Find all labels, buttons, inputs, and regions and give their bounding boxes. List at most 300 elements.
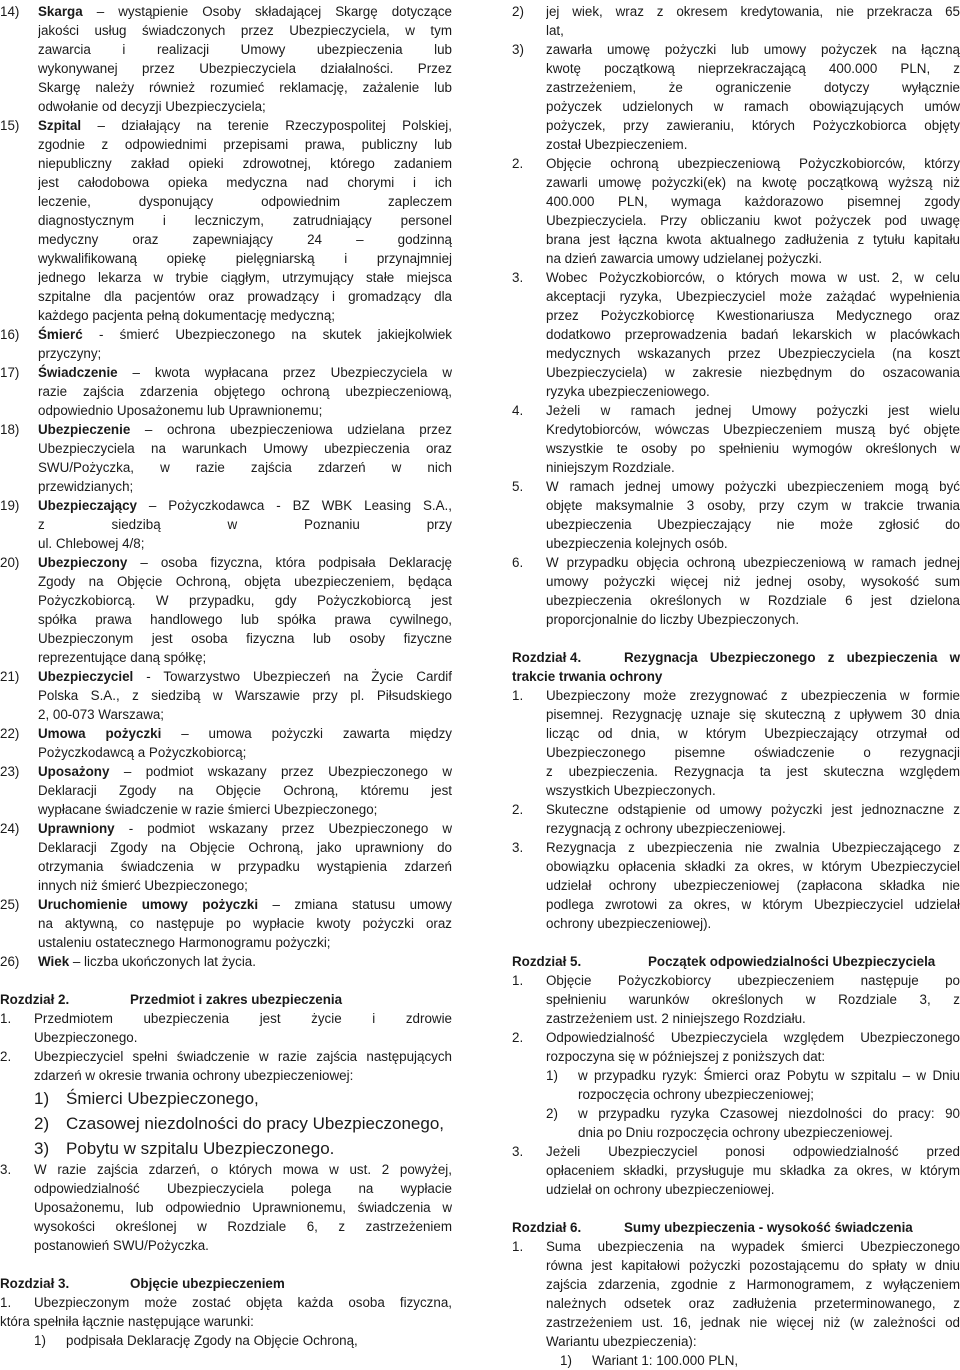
line-text: podlega zwrotowi za okres, w którym Ubezpieczyciel udzielał — [546, 897, 960, 912]
line-text: wszystkich Ubezpieczonych. — [546, 783, 716, 798]
line-text: rezygnacją z ochrony ubezpieczeniowej. — [546, 821, 786, 836]
line-text: Uruchomienie umowy pożyczki – zmiana statusu umowy — [38, 897, 452, 912]
list-number: 2. — [512, 1030, 524, 1045]
line-text: przyczyny; — [38, 346, 102, 361]
line-text: pisemnej. Rezygnację uznaje się skuteczną z upływem 30 dnia — [546, 707, 960, 722]
line-text: udzielał on ochrony ubezpieczeniowej. — [546, 1182, 775, 1197]
line-text: spełnieniu warunków określonych w Rozdziale 3, z — [546, 992, 960, 1007]
text-line — [512, 173, 960, 192]
list-number: 1) — [546, 1068, 558, 1083]
chapter-number: Rozdział 5. — [512, 954, 582, 969]
line-text: Ubezpieczyciel - Towarzystwo Ubezpieczeń na Życie Cardif — [38, 669, 452, 684]
text-line — [0, 1293, 452, 1312]
line-text: niepubliczny zakład opieki zdrowotnej, którego zadaniem — [38, 156, 452, 171]
line-text: dodatkowo przeprowadzenia badań lekarskich w placówkach — [546, 327, 960, 342]
text-line — [0, 895, 452, 914]
text-line — [0, 211, 452, 230]
list-number: 2. — [512, 156, 524, 171]
line-text: jej wiek, wraz z okresem kredytowania, nie przekracza 65 — [546, 4, 960, 19]
line-text: która spełniła łącznie następujące warunki: — [0, 1314, 254, 1329]
text-line — [0, 876, 452, 895]
line-text: W przypadku objęcia ochroną ubezpieczeniową w ramach jednej — [546, 555, 960, 570]
text-line — [512, 344, 960, 363]
line-text: ochrony ubezpieczeniowej). — [546, 916, 712, 931]
text-line — [512, 249, 960, 268]
text-line — [512, 667, 960, 686]
text-line — [512, 762, 960, 781]
text-line — [0, 287, 452, 306]
line-text: Ubezpieczyciel spełni świadczenie w razie zajścia następujących — [34, 1049, 452, 1064]
line-text: Ubezpieczyciela) w zakresie niezbędnym do oszacowania — [546, 365, 960, 380]
chapter-heading — [0, 1274, 452, 1293]
text-line — [512, 819, 960, 838]
chapter-title: Przedmiot i zakres ubezpieczenia — [130, 992, 343, 1007]
list-number: 22) — [0, 726, 20, 741]
line-text: licząc od dnia, w którym Ubezpieczający otrzymał od — [546, 726, 960, 741]
text-line — [0, 420, 452, 439]
list-number: 19) — [0, 498, 20, 513]
text-line — [0, 762, 452, 781]
list-number: 1. — [512, 688, 524, 703]
line-text: zgodnie z odpowiednimi przepisami prawa, publiczny lub — [38, 137, 452, 152]
chapter-heading — [0, 990, 452, 1009]
line-text: Skarga – wystąpienie Osoby składającej Skargę dotyczące — [38, 4, 452, 19]
text-line — [0, 154, 452, 173]
text-line — [0, 819, 452, 838]
line-text: Pożyczkodawcą a Pożyczkobiorcą; — [38, 745, 247, 760]
list-number: 3. — [512, 1144, 524, 1159]
line-text: otrzymania świadczenia w przypadku wystąpienia zdarzeń — [38, 859, 452, 874]
text-line — [0, 325, 452, 344]
list-number: 16) — [0, 327, 20, 342]
line-text: dnia po Dniu rozpoczęcia ochrony ubezpieczeniowej. — [578, 1125, 893, 1140]
text-line — [0, 933, 452, 952]
list-number: 5. — [512, 479, 524, 494]
text-line — [0, 648, 452, 667]
line-text: zawarli umowę pożyczki(ek) na kwotę początkową wyższą niż — [546, 175, 960, 190]
chapter-title: Rezygnacja Ubezpieczonego z ubezpieczenia w — [624, 650, 960, 665]
line-text: Polska S.A., z siedzibą w Warszawie przy pl. Piłsudskiego — [38, 688, 452, 703]
line-text: Ubezpieczający – Pożyczkodawca - BZ WBK Leasing S.A., — [38, 498, 452, 513]
text-line — [512, 1332, 960, 1351]
text-line — [0, 1047, 452, 1066]
line-text: obowiązku opłacenia składki za okres, w którym Ubezpieczyciel — [546, 859, 960, 874]
chapter-number: Rozdział 6. — [512, 1220, 582, 1235]
text-line — [0, 1160, 452, 1179]
list-number: 1) — [560, 1353, 572, 1368]
text-line — [0, 21, 452, 40]
text-line — [512, 78, 960, 97]
list-number: 6. — [512, 555, 524, 570]
line-text: wykwalifikowaną opiekę pielęgniarską i przynajmniej — [38, 251, 452, 266]
text-line — [512, 1142, 960, 1161]
text-line — [512, 192, 960, 211]
text-line — [0, 838, 452, 857]
line-text: ubezpieczenia kolejnych osób. — [546, 536, 728, 551]
line-text: pożyczek udzielonych w ramach obowiązujących umów — [546, 99, 960, 114]
line-text: proporcjonalnie do liczby Ubezpieczonych. — [546, 612, 800, 627]
line-text: diagnostycznym i leczniczym, zatrudniający personel — [38, 213, 452, 228]
text-line — [0, 1312, 452, 1331]
text-line — [0, 1198, 452, 1217]
line-text: zajścia zdarzenia, zgodnie z Harmonogramem, z wyłączeniem — [546, 1277, 960, 1292]
line-text: Umowa pożyczki – umowa pożyczki zawarta między — [38, 726, 452, 741]
text-line — [0, 1179, 452, 1198]
text-line — [512, 135, 960, 154]
list-number: 1) — [34, 1333, 46, 1348]
text-line — [0, 344, 452, 363]
text-line — [0, 914, 452, 933]
text-line — [0, 857, 452, 876]
line-text: Jeżeli Ubezpieczyciel ponosi odpowiedzialność przed — [546, 1144, 960, 1159]
line-text: wykonywanej przez Ubezpieczyciela działalności. Przez — [38, 61, 452, 76]
text-line — [512, 705, 960, 724]
line-text: Ubezpieczenie – ochrona ubezpieczeniowa udzielana przez — [38, 422, 452, 437]
text-line — [0, 97, 452, 116]
text-line — [0, 1114, 452, 1133]
text-line — [512, 591, 960, 610]
line-text: w przypadku ryzyka Czasowej niezdolności do pracy: 90 — [578, 1106, 960, 1121]
line-text: 2, 00-073 Warszawa; — [38, 707, 165, 722]
text-line — [0, 40, 452, 59]
text-line — [0, 477, 452, 496]
text-line — [512, 515, 960, 534]
text-line — [0, 515, 452, 534]
text-line — [512, 1275, 960, 1294]
line-text: opłaceniem składki, przysługuje mu składka za okres, w którym — [546, 1163, 960, 1178]
text-line — [0, 439, 452, 458]
text-line — [512, 401, 960, 420]
line-text: Śmierć - śmierć Ubezpieczonego na skutek jakiejkolwiek — [38, 327, 452, 342]
line-text: Uposażonemu, lub odpowiednio Uprawnionemu, świadczenia w — [34, 1200, 452, 1215]
line-text: Ubezpieczyciela. Przy obliczaniu kwot pożyczek pod uwagę — [546, 213, 960, 228]
text-line — [512, 439, 960, 458]
list-number: 2. — [512, 802, 524, 817]
text-line — [512, 857, 960, 876]
line-text: ul. Chlebowej 4/8; — [38, 536, 145, 551]
text-line — [512, 610, 960, 629]
line-text: zastrzeżeniem ust. 2 niniejszego Rozdziału. — [546, 1011, 806, 1026]
text-line — [0, 781, 452, 800]
text-line — [512, 800, 960, 819]
text-line — [0, 268, 452, 287]
line-text: Czasowej niezdolności do pracy Ubezpieczonego, — [66, 1114, 444, 1133]
list-number: 23) — [0, 764, 20, 779]
text-line — [512, 686, 960, 705]
line-text: zastrzeżeniem, że ograniczenie dotyczy wyłącznie — [546, 80, 960, 95]
text-line — [0, 1028, 452, 1047]
text-line — [512, 876, 960, 895]
line-text: W ramach jednej umowy pożyczki ubezpieczeniem mogą być — [546, 479, 960, 494]
text-line — [0, 116, 452, 135]
text-line — [512, 1161, 960, 1180]
line-text: Przedmiotem ubezpieczenia jest życie i zdrowie — [34, 1011, 452, 1026]
line-text: Skargę należy również rozumieć reklamację, zażalenie lub — [38, 80, 452, 95]
line-text: Ubezpieczonym może zostać objęta każda osoba fizyczna, — [34, 1295, 452, 1310]
line-text: Ubezpieczonego. — [34, 1030, 138, 1045]
text-line — [0, 800, 452, 819]
text-line — [0, 1217, 452, 1236]
line-text: Kredytobiorców, wówczas Ubezpieczeniem muszą być objęte — [546, 422, 960, 437]
line-text: pożyczek, przy zawieraniu, których Pożyczkobiorca objęty — [546, 118, 960, 133]
text-line — [512, 477, 960, 496]
list-number: 25) — [0, 897, 20, 912]
text-line — [512, 40, 960, 59]
text-line — [512, 1066, 960, 1085]
line-text: medyczny oraz zapewniający 24 – godzinną — [38, 232, 452, 247]
line-text: Zgody na Objęcie Ochroną, objęta ubezpieczeniem, będąca — [38, 574, 452, 589]
list-number: 3) — [512, 42, 524, 57]
list-number: 24) — [0, 821, 20, 836]
list-number: 2) — [512, 4, 524, 19]
line-text: został Ubezpieczeniem. — [546, 137, 688, 152]
line-text: Suma ubezpieczenia na wypadek śmierci Ubezpieczonego — [546, 1239, 960, 1254]
line-text: Szpital – działający na terenie Rzeczypospolitej Polskiej, — [38, 118, 452, 133]
text-line — [512, 1123, 960, 1142]
text-line — [512, 420, 960, 439]
list-number: 1. — [512, 1239, 524, 1254]
text-line — [512, 1256, 960, 1275]
text-line — [0, 2, 452, 21]
line-text: jest całodobowa opieka medyczna nad chorymi i ich — [38, 175, 452, 190]
line-text: objęte maksymalnie 3 osoby, przy czym w trakcie trwania — [546, 498, 960, 513]
text-line — [512, 724, 960, 743]
text-line — [512, 230, 960, 249]
text-line — [512, 553, 960, 572]
text-line — [512, 1028, 960, 1047]
text-line — [512, 325, 960, 344]
line-text: postanowień SWU/Pożyczka. — [34, 1238, 209, 1253]
line-text: medycznych wskazanych przez Ubezpieczyciela (na koszt — [546, 346, 960, 361]
list-number: 3) — [34, 1139, 50, 1158]
line-text: ryzyka ubezpieczeniowego. — [546, 384, 710, 399]
text-line — [512, 1294, 960, 1313]
line-text: trakcie trwania ochrony — [512, 669, 663, 684]
text-line — [512, 21, 960, 40]
line-text: rozpoczyna się w późniejszej z poniższych dat: — [546, 1049, 826, 1064]
text-line — [0, 1066, 452, 1085]
line-text: rozpoczęcia ochrony ubezpieczeniowej; — [578, 1087, 814, 1102]
line-text: z siedzibą w Poznaniu przy — [38, 517, 452, 532]
text-line — [0, 59, 452, 78]
list-number: 2) — [546, 1106, 558, 1121]
text-line — [0, 382, 452, 401]
text-line — [512, 1009, 960, 1028]
line-text: ustaleniu ostatecznego Harmonogramu pożyczki; — [38, 935, 331, 950]
line-text: udzielał ochrony ubezpieczeniowej (zapłacona składka nie — [546, 878, 960, 893]
line-text: W razie zajścia zdarzeń, o których mowa w ust. 2 powyżej, — [34, 1162, 452, 1177]
chapter-title: Objęcie ubezpieczeniem — [130, 1276, 285, 1291]
text-line — [512, 287, 960, 306]
text-line — [512, 990, 960, 1009]
line-text: Wiek – liczba ukończonych lat życia. — [38, 954, 256, 969]
text-line — [512, 1237, 960, 1256]
list-number: 2) — [34, 1114, 50, 1133]
text-line — [0, 591, 452, 610]
text-line — [512, 572, 960, 591]
line-text: wysokości określonej w Rozdziale 6, z zastrzeżeniem — [34, 1219, 452, 1234]
line-text: Wariant 1: 100.000 PLN, — [592, 1353, 739, 1368]
line-text: Objęcie Pożyczkobiorcy ubezpieczeniem następuje po — [546, 973, 960, 988]
text-line — [512, 59, 960, 78]
text-line — [0, 78, 452, 97]
text-line — [512, 781, 960, 800]
text-line — [0, 724, 452, 743]
line-text: wypłacane świadczenie w razie śmierci Ubezpieczonego; — [38, 802, 378, 817]
text-line — [0, 743, 452, 762]
text-line — [512, 268, 960, 287]
line-text: Wobec Pożyczkobiorców, o których mowa w ust. 2, w celu — [546, 270, 960, 285]
text-line — [512, 382, 960, 401]
line-text: reprezentujące daną spółkę; — [38, 650, 207, 665]
list-number: 3. — [512, 840, 524, 855]
line-text: równa jest kapitałowi pożyczki pozostającemu do spłaty w dniu — [546, 1258, 960, 1273]
text-line — [512, 2, 960, 21]
text-line — [512, 1085, 960, 1104]
text-line — [512, 1351, 960, 1370]
text-line — [0, 610, 452, 629]
list-number: 21) — [0, 669, 20, 684]
line-text: kwotę początkową nieprzekraczającą 400.000 PLN, z — [546, 61, 960, 76]
list-number: 2. — [0, 1049, 12, 1064]
line-text: Ubezpieczony może zrezygnować z ubezpieczenia w formie — [546, 688, 960, 703]
text-line — [0, 496, 452, 515]
text-line — [0, 173, 452, 192]
text-line — [512, 838, 960, 857]
line-text: spółka prawa handlowego lub spółka prawa cywilnego, — [38, 612, 452, 627]
line-text: jakości usług świadczonych przez Ubezpieczyciela, w tym — [38, 23, 452, 38]
line-text: Uprawniony - podmiot wskazany przez Ubezpieczonego w — [38, 821, 452, 836]
line-text: Wariantu ubezpieczenia): — [546, 1334, 697, 1349]
line-text: Skuteczne odstąpienie od umowy pożyczki jest jednoznaczne z — [546, 802, 960, 817]
text-line — [512, 211, 960, 230]
text-line — [512, 895, 960, 914]
list-number: 17) — [0, 365, 20, 380]
line-text: Ubezpieczyciela na warunkach Umowy ubezpieczenia oraz — [38, 441, 452, 456]
text-line — [0, 952, 452, 971]
text-line — [512, 1047, 960, 1066]
line-text: na aktywną, co następuje po wypłacie kwoty pożyczki oraz — [38, 916, 452, 931]
line-text: w przypadku ryzyk: Śmierci oraz Pobytu w szpitalu – w Dniu — [578, 1068, 960, 1083]
line-text: Rezygnacja z ubezpieczenia nie zwalnia Ubezpieczającego z — [546, 840, 960, 855]
line-text: Deklaracji Zgody na Objęcie Ochroną, któremu jest — [38, 783, 452, 798]
list-number: 1) — [34, 1089, 50, 1108]
line-text: Pożyczkobiorcą. W przypadku, gdy Pożyczkobiorcą jest — [38, 593, 452, 608]
line-text: Jeżeli w ramach jednej Umowy pożyczki jest wielu — [546, 403, 960, 418]
line-text: odpowiednio Uposażonemu lub Uprawnionemu; — [38, 403, 323, 418]
line-text: innych niż śmierć Ubezpieczonego; — [38, 878, 248, 893]
line-text: leczenie, dysponujący odpowiednim zapleczem — [38, 194, 452, 209]
chapter-heading — [512, 952, 960, 971]
text-line — [0, 230, 452, 249]
text-line — [0, 1331, 452, 1350]
text-line — [0, 705, 452, 724]
line-text: SWU/Pożyczka, w razie zajścia zdarzeń w nich — [38, 460, 452, 475]
line-text: Objęcie ochroną ubezpieczeniową Pożyczkobiorców, którzy — [546, 156, 960, 171]
chapter-number: Rozdział 3. — [0, 1276, 70, 1291]
line-text: zastrzeżeniem ust. 16, jednak nie więcej niż (w zależności od — [546, 1315, 960, 1330]
list-number: 14) — [0, 4, 20, 19]
line-text: razie zajścia zdarzenia objętego ochroną ubezpieczeniową, — [38, 384, 452, 399]
list-number: 1. — [0, 1295, 12, 1310]
line-text: podpisała Deklarację Zgody na Objęcie Ochroną, — [66, 1333, 358, 1348]
list-number: 1. — [0, 1011, 12, 1026]
text-line — [0, 249, 452, 268]
text-line — [512, 534, 960, 553]
line-text: ubezpieczenia określonych w Rozdziale 6 jest dzielona — [546, 593, 960, 608]
text-line — [0, 572, 452, 591]
text-line — [0, 1139, 452, 1158]
chapter-title: Sumy ubezpieczenia - wysokość świadczenia — [624, 1220, 913, 1235]
line-text: należnych odsetek oraz zadłużenia przeterminowanego, z — [546, 1296, 960, 1311]
list-number: 4. — [512, 403, 524, 418]
line-text: umowy pożyczki więcej niż jednej osoby, wysokość sum — [546, 574, 960, 589]
line-text: z ubezpieczenia. Rezygnacja ta jest skuteczna względem — [546, 764, 960, 779]
text-line — [512, 116, 960, 135]
line-text: Deklaracji Zgody na Objęcie Ochroną, jako uprawniony do — [38, 840, 452, 855]
line-text: Ubezpieczonego pisemne oświadczenie o rezygnacji — [546, 745, 960, 760]
text-line — [0, 135, 452, 154]
list-number: 20) — [0, 555, 20, 570]
chapter-title: Początek odpowiedzialności Ubezpieczyciela — [648, 954, 936, 969]
line-text: odpowiedzialność Ubezpieczyciela polega na wypłacie — [34, 1181, 452, 1196]
line-text: przewidzianych; — [38, 479, 134, 494]
line-text: zdarzeń w okresie trwania ochrony ubezpieczeniowej: — [34, 1068, 354, 1083]
line-text: jednego lekarza w trybie ciągłym, utrzymujący stałe miejsca — [38, 270, 452, 285]
text-line — [0, 1009, 452, 1028]
text-line — [0, 629, 452, 648]
text-line — [0, 1089, 452, 1108]
text-line — [0, 458, 452, 477]
line-text: lat, — [546, 23, 564, 38]
chapter-heading — [512, 648, 960, 667]
line-text: odwołanie od decyzji Ubezpieczyciela; — [38, 99, 266, 114]
list-number: 3. — [512, 270, 524, 285]
line-text: ubezpieczenia Ubezpieczający nie może zgłosić do — [546, 517, 960, 532]
text-line — [512, 914, 960, 933]
text-line — [512, 743, 960, 762]
line-text: na dzień zawarcia umowy udzielanej pożyczki. — [546, 251, 823, 266]
text-line — [512, 496, 960, 515]
chapter-number: Rozdział 2. — [0, 992, 70, 1007]
line-text: każdego pacjenta pełną dokumentację medyczną; — [38, 308, 336, 323]
line-text: Ubezpieczony – osoba fizyczna, która podpisała Deklarację — [38, 555, 452, 570]
text-line — [512, 97, 960, 116]
line-text: Odpowiedzialność Ubezpieczyciela względem Ubezpieczonego — [546, 1030, 960, 1045]
text-line — [512, 306, 960, 325]
chapter-number: Rozdział 4. — [512, 650, 582, 665]
text-line — [512, 971, 960, 990]
line-text: brana jest łączna kwota aktualnego zadłużenia z tytułu kapitału — [546, 232, 960, 247]
list-number: 18) — [0, 422, 20, 437]
line-text: szpitalne dla pacjentów oraz prowadzący i gromadzący dla — [38, 289, 452, 304]
text-line — [0, 553, 452, 572]
text-line — [512, 363, 960, 382]
line-text: 400.000 PLN, wymaga każdorazowo pisemnej zgody — [546, 194, 960, 209]
list-number: 15) — [0, 118, 20, 133]
text-line — [0, 667, 452, 686]
text-line — [512, 154, 960, 173]
line-text: wszystkie te osoby po spełnieniu wymogów określonych w — [546, 441, 960, 456]
text-line — [0, 401, 452, 420]
line-text: Uposażony – podmiot wskazany przez Ubezpieczonego w — [38, 764, 452, 779]
text-line — [512, 1104, 960, 1123]
line-text: zawarcia i realizacji Umowy ubezpieczenia lub — [38, 42, 452, 57]
text-line — [0, 534, 452, 553]
text-line — [0, 192, 452, 211]
line-text: Pobytu w szpitalu Ubezpieczonego. — [66, 1139, 335, 1158]
text-line — [512, 1313, 960, 1332]
